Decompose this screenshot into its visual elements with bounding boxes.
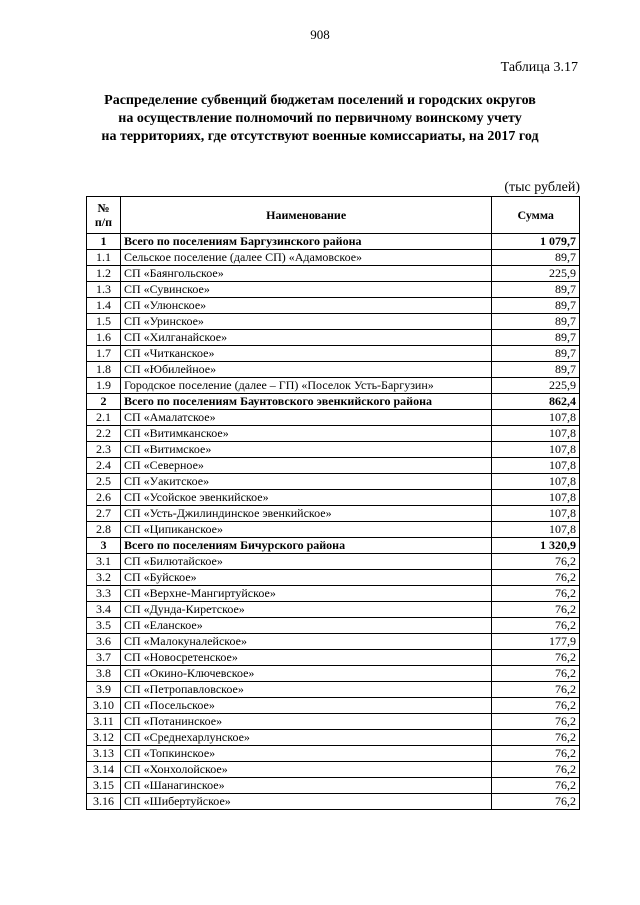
table-row [87, 714, 580, 730]
table-row [87, 362, 580, 378]
cell-name: Всего по поселениям Баунтовского эвенкийского района [120, 394, 491, 410]
cell-name: СП «Северное» [120, 458, 491, 474]
table-row [87, 698, 580, 714]
cell-name: СП «Хилганайское» [120, 330, 491, 346]
cell-name: СП «Дунда-Киретское» [120, 602, 491, 618]
cell-name: Сельское поселение (далее СП) «Адамовское» [120, 250, 491, 266]
header-number-line1: № [97, 201, 110, 215]
cell-name: СП «Шибертуйское» [120, 794, 491, 810]
cell-name: СП «Топкинское» [120, 746, 491, 762]
table-row [87, 730, 580, 746]
cell-sum: 107,8 [492, 442, 580, 458]
cell-number: 1.3 [87, 282, 121, 298]
cell-name: СП «Посельское» [120, 698, 491, 714]
header-sum: Сумма [492, 197, 580, 234]
cell-name: СП «Новосретенское» [120, 650, 491, 666]
subvention-table [86, 196, 580, 810]
cell-sum: 76,2 [492, 794, 580, 810]
cell-sum: 76,2 [492, 586, 580, 602]
cell-number: 1.4 [87, 298, 121, 314]
cell-sum: 1 320,9 [492, 538, 580, 554]
table-total-row [87, 234, 580, 250]
cell-name: СП «Юбилейное» [120, 362, 491, 378]
cell-number: 2.2 [87, 426, 121, 442]
header-number-line2: п/п [94, 215, 113, 229]
cell-name: СП «Среднехарлунское» [120, 730, 491, 746]
cell-number: 3.10 [87, 698, 121, 714]
cell-name: СП «Сувинское» [120, 282, 491, 298]
cell-number: 1.5 [87, 314, 121, 330]
cell-number: 3.6 [87, 634, 121, 650]
cell-name: СП «Верхне-Мангиртуйское» [120, 586, 491, 602]
cell-sum: 107,8 [492, 490, 580, 506]
cell-name: СП «Петропавловское» [120, 682, 491, 698]
cell-name: СП «Билютайское» [120, 554, 491, 570]
table-total-row [87, 538, 580, 554]
title-line: на осуществление полномочий по первичному воинскому учету [118, 111, 522, 126]
title-line: Распределение субвенций бюджетам поселений и городских округов [104, 93, 536, 108]
table-row [87, 522, 580, 538]
cell-name: СП «Баянгольское» [120, 266, 491, 282]
cell-number: 1.8 [87, 362, 121, 378]
cell-sum: 107,8 [492, 410, 580, 426]
table-row [87, 554, 580, 570]
cell-sum: 107,8 [492, 426, 580, 442]
cell-sum: 76,2 [492, 698, 580, 714]
cell-number: 3.3 [87, 586, 121, 602]
cell-sum: 862,4 [492, 394, 580, 410]
table-row [87, 490, 580, 506]
cell-sum: 89,7 [492, 346, 580, 362]
cell-number: 3 [87, 538, 121, 554]
cell-sum: 76,2 [492, 778, 580, 794]
cell-name: СП «Шанагинское» [120, 778, 491, 794]
cell-number: 1.9 [87, 378, 121, 394]
cell-name: СП «Уринское» [120, 314, 491, 330]
cell-name: СП «Читканское» [120, 346, 491, 362]
table-row [87, 778, 580, 794]
cell-sum: 107,8 [492, 522, 580, 538]
cell-sum: 107,8 [492, 474, 580, 490]
cell-number: 1.6 [87, 330, 121, 346]
table-row [87, 410, 580, 426]
table-body [87, 234, 580, 810]
table-row [87, 378, 580, 394]
table-row [87, 250, 580, 266]
table-row [87, 282, 580, 298]
cell-sum: 89,7 [492, 330, 580, 346]
cell-number: 3.11 [87, 714, 121, 730]
table-row [87, 618, 580, 634]
cell-name: СП «Буйское» [120, 570, 491, 586]
table-row [87, 266, 580, 282]
cell-number: 3.8 [87, 666, 121, 682]
units-label: (тыс рублей) [504, 180, 580, 195]
cell-name: СП «Ципиканское» [120, 522, 491, 538]
cell-sum: 89,7 [492, 298, 580, 314]
cell-sum: 76,2 [492, 714, 580, 730]
table-row [87, 682, 580, 698]
table-header-row [87, 197, 580, 234]
cell-number: 3.13 [87, 746, 121, 762]
cell-number: 3.16 [87, 794, 121, 810]
cell-sum: 89,7 [492, 282, 580, 298]
cell-sum: 76,2 [492, 554, 580, 570]
cell-number: 3.9 [87, 682, 121, 698]
table-row [87, 314, 580, 330]
cell-sum: 76,2 [492, 682, 580, 698]
table-row [87, 586, 580, 602]
cell-number: 3.1 [87, 554, 121, 570]
cell-sum: 76,2 [492, 730, 580, 746]
cell-sum: 89,7 [492, 314, 580, 330]
cell-sum: 107,8 [492, 458, 580, 474]
header-name: Наименование [120, 197, 491, 234]
cell-sum: 89,7 [492, 250, 580, 266]
cell-sum: 107,8 [492, 506, 580, 522]
cell-name: СП «Окино-Ключевское» [120, 666, 491, 682]
cell-number: 3.15 [87, 778, 121, 794]
cell-sum: 76,2 [492, 650, 580, 666]
table-row [87, 426, 580, 442]
table-row [87, 762, 580, 778]
cell-number: 1.7 [87, 346, 121, 362]
table-row [87, 666, 580, 682]
cell-number: 2.3 [87, 442, 121, 458]
cell-number: 2.7 [87, 506, 121, 522]
cell-name: Городское поселение (далее – ГП) «Поселок Усть-Баргузин» [120, 378, 491, 394]
page-number: 908 [310, 27, 330, 42]
cell-name: СП «Хонхолойское» [120, 762, 491, 778]
table-row [87, 650, 580, 666]
cell-name: СП «Еланское» [120, 618, 491, 634]
cell-name: СП «Уакитское» [120, 474, 491, 490]
cell-sum: 76,2 [492, 762, 580, 778]
cell-number: 2.6 [87, 490, 121, 506]
table-row [87, 794, 580, 810]
cell-number: 3.14 [87, 762, 121, 778]
cell-sum: 76,2 [492, 618, 580, 634]
header-number [87, 197, 121, 234]
cell-sum: 225,9 [492, 266, 580, 282]
table-row [87, 458, 580, 474]
cell-sum: 89,7 [492, 362, 580, 378]
cell-name: Всего по поселениям Бичурского района [120, 538, 491, 554]
table-number: Таблица 3.17 [500, 60, 578, 75]
cell-number: 3.7 [87, 650, 121, 666]
cell-sum: 225,9 [492, 378, 580, 394]
cell-sum: 76,2 [492, 570, 580, 586]
cell-number: 2.1 [87, 410, 121, 426]
table-row [87, 442, 580, 458]
cell-name: СП «Потанинское» [120, 714, 491, 730]
cell-name: СП «Улюнское» [120, 298, 491, 314]
cell-number: 3.5 [87, 618, 121, 634]
cell-number: 2.8 [87, 522, 121, 538]
table-row [87, 602, 580, 618]
cell-number: 3.2 [87, 570, 121, 586]
cell-sum: 76,2 [492, 602, 580, 618]
cell-name: СП «Витимканское» [120, 426, 491, 442]
cell-sum: 76,2 [492, 666, 580, 682]
table-row [87, 506, 580, 522]
cell-name: СП «Малокуналейское» [120, 634, 491, 650]
cell-number: 3.12 [87, 730, 121, 746]
cell-sum: 1 079,7 [492, 234, 580, 250]
cell-number: 2.4 [87, 458, 121, 474]
cell-name: Всего по поселениям Баргузинского района [120, 234, 491, 250]
cell-number: 1.1 [87, 250, 121, 266]
cell-name: СП «Витимское» [120, 442, 491, 458]
cell-sum: 76,2 [492, 746, 580, 762]
table-title [60, 92, 580, 146]
cell-name: СП «Усойское эвенкийское» [120, 490, 491, 506]
table-row [87, 330, 580, 346]
cell-number: 2 [87, 394, 121, 410]
table-row [87, 298, 580, 314]
cell-number: 1 [87, 234, 121, 250]
table-row [87, 346, 580, 362]
cell-number: 2.5 [87, 474, 121, 490]
table-row [87, 570, 580, 586]
cell-number: 3.4 [87, 602, 121, 618]
table-row [87, 746, 580, 762]
table-row [87, 634, 580, 650]
cell-name: СП «Амалатское» [120, 410, 491, 426]
table-total-row [87, 394, 580, 410]
table-row [87, 474, 580, 490]
title-line: на территориях, где отсутствуют военные комиссариаты, на 2017 год [101, 129, 539, 144]
cell-sum: 177,9 [492, 634, 580, 650]
cell-number: 1.2 [87, 266, 121, 282]
cell-name: СП «Усть-Джилиндинское эвенкийское» [120, 506, 491, 522]
